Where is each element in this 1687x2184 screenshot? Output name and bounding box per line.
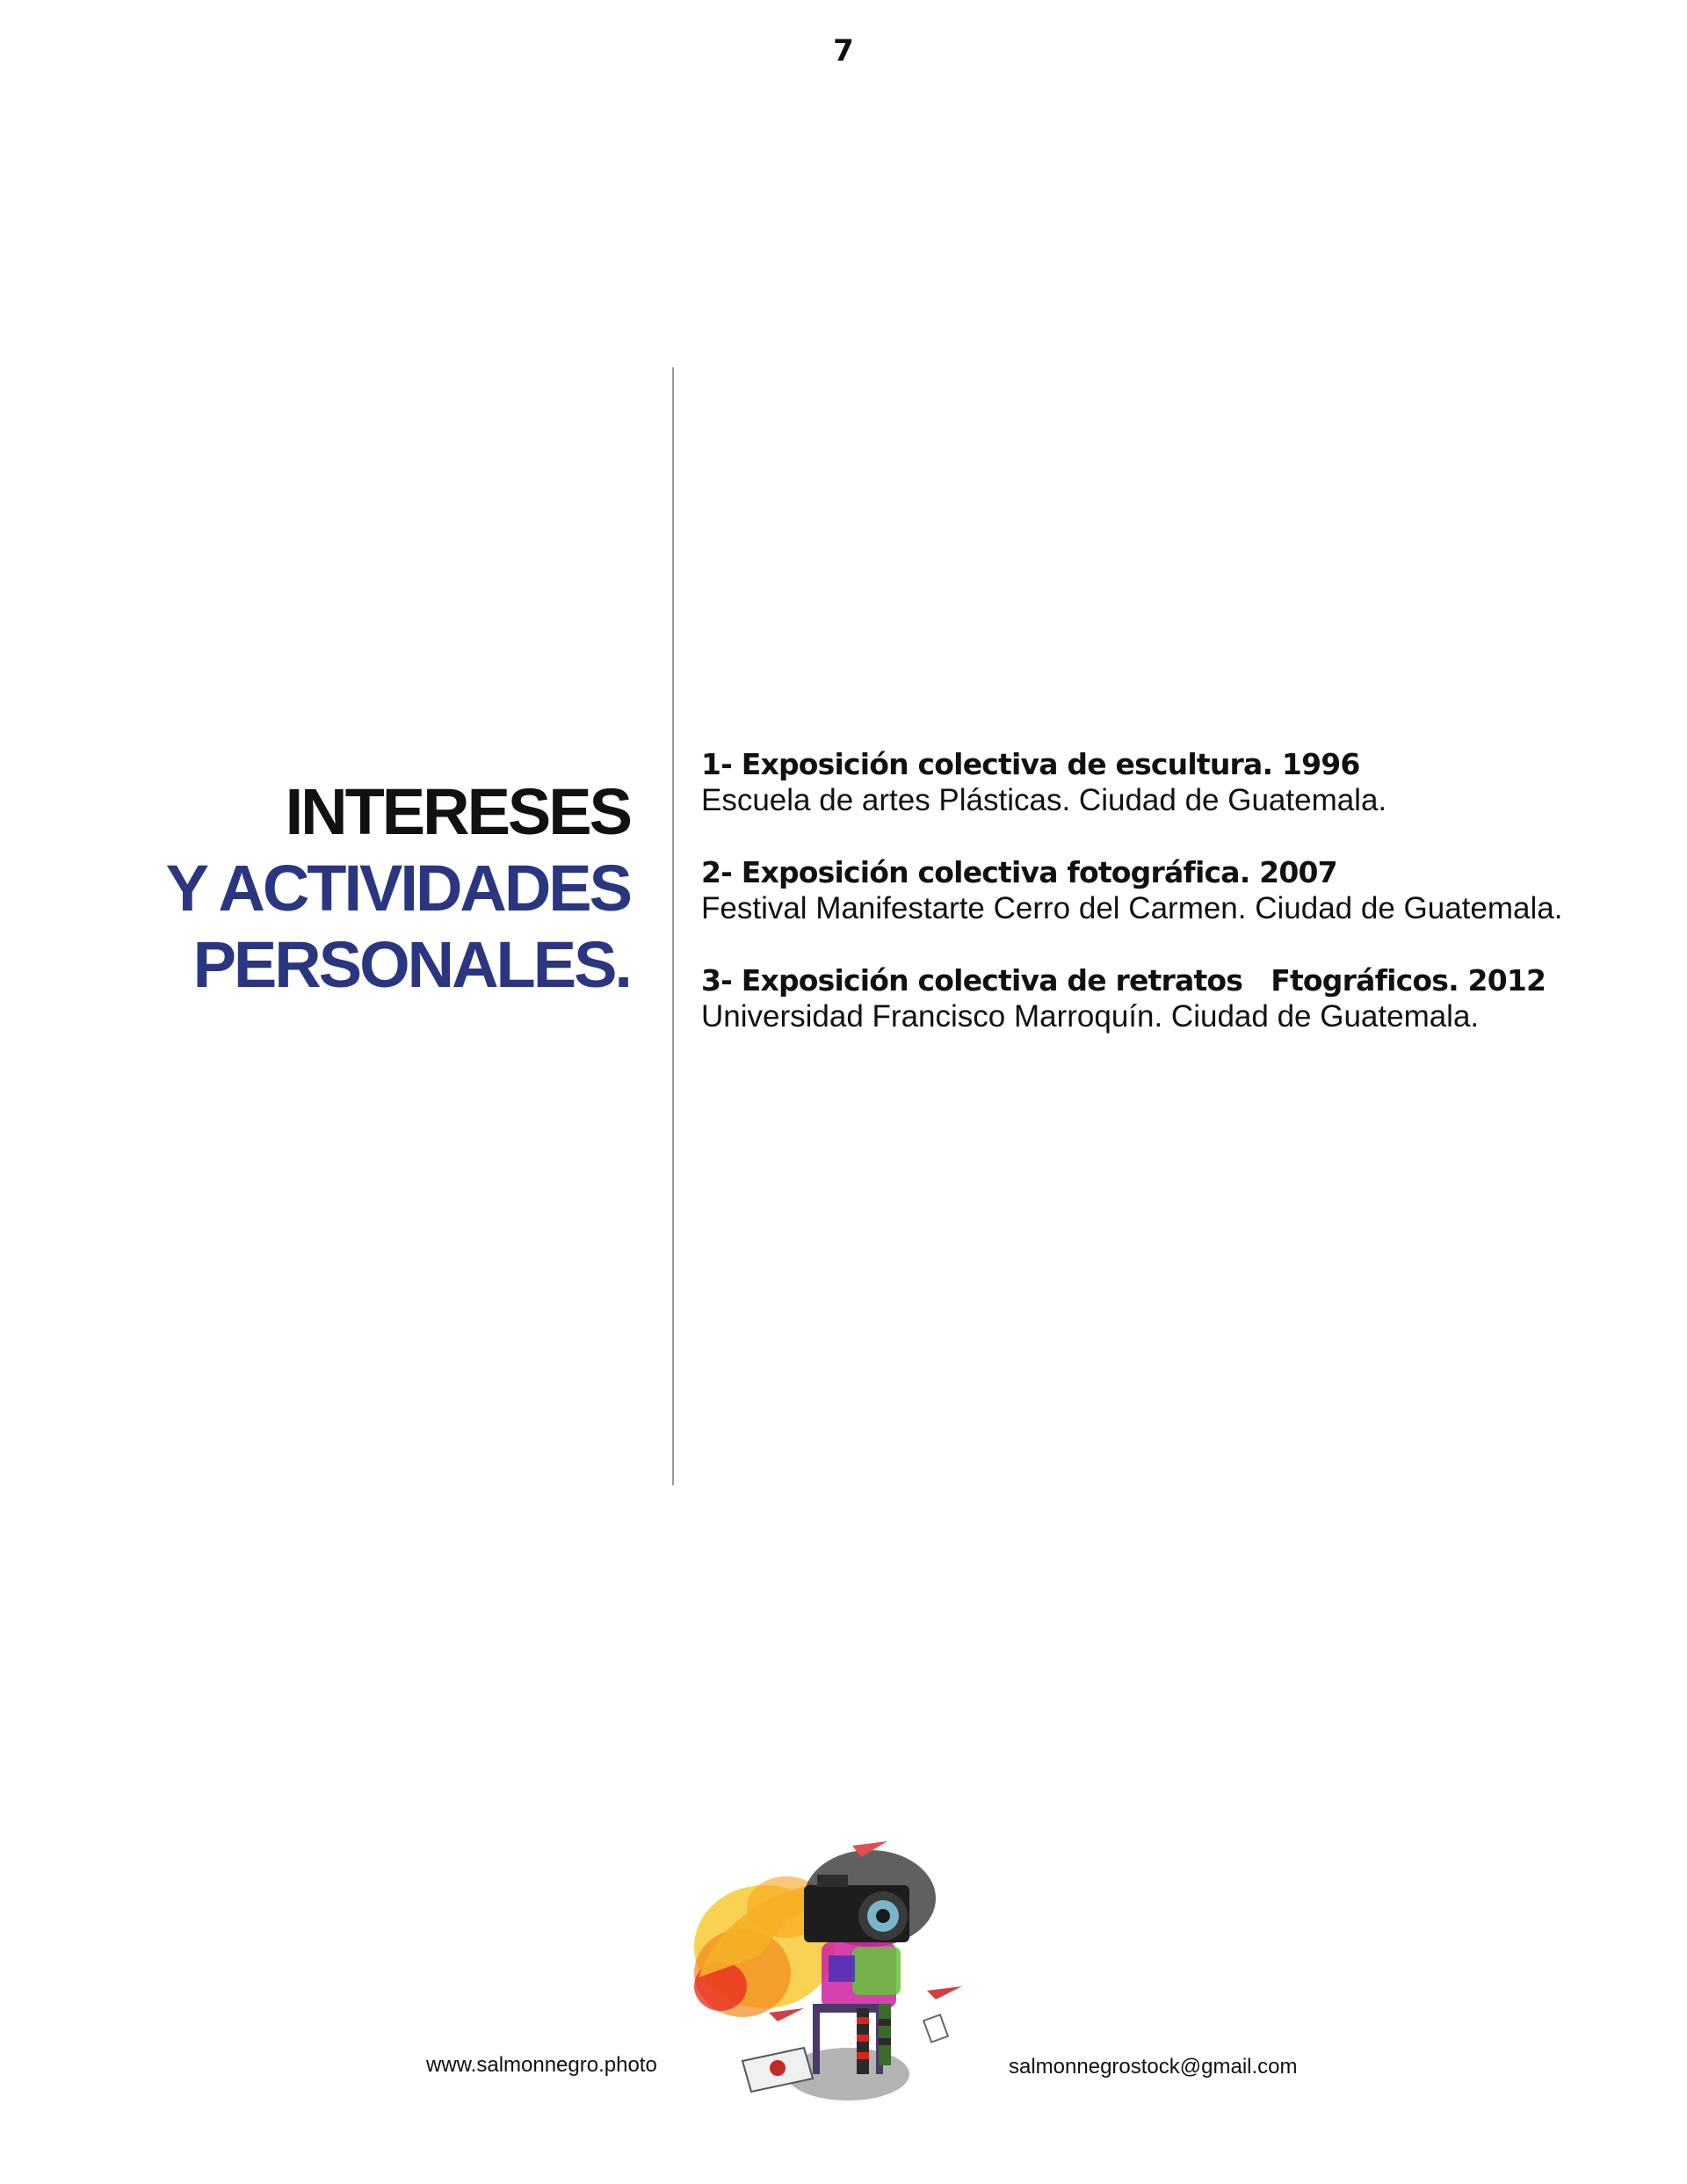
heading-line-2: Y ACTIVIDADES bbox=[165, 852, 630, 925]
vertical-divider bbox=[672, 367, 674, 1485]
page-number: 7 bbox=[833, 33, 854, 69]
entry-detail: Universidad Francisco Marroquín. Ciudad de Guatemala. bbox=[701, 999, 1480, 1034]
entry-title: 1- Exposición colectiva de escultura. 1996 bbox=[701, 747, 1360, 781]
entry-detail: Escuela de artes Plásticas. Ciudad de Guatemala. bbox=[701, 783, 1387, 817]
exhibition-list bbox=[701, 747, 1633, 1071]
entry-title: 2- Exposición colectiva fotográfica. 2007 bbox=[701, 855, 1337, 889]
entry-detail: Festival Manifestarte Cerro del Carmen. Ciudad de Guatemala. bbox=[701, 891, 1563, 925]
website-text: www.salmonnegro.photo bbox=[426, 2053, 657, 2077]
entry-title: 3- Exposición colectiva de retratos Ftográficos. 2012 bbox=[701, 963, 1546, 998]
list-item bbox=[701, 747, 1633, 819]
heading-line-1: INTERESES bbox=[285, 775, 630, 848]
section-heading bbox=[166, 773, 630, 1003]
email-text: salmonnegrostock@gmail.com bbox=[1009, 2055, 1298, 2079]
camera-illustration bbox=[681, 1824, 980, 2105]
list-item bbox=[701, 963, 1633, 1035]
heading-line-3: PERSONALES. bbox=[192, 928, 630, 1001]
list-item bbox=[701, 855, 1633, 927]
